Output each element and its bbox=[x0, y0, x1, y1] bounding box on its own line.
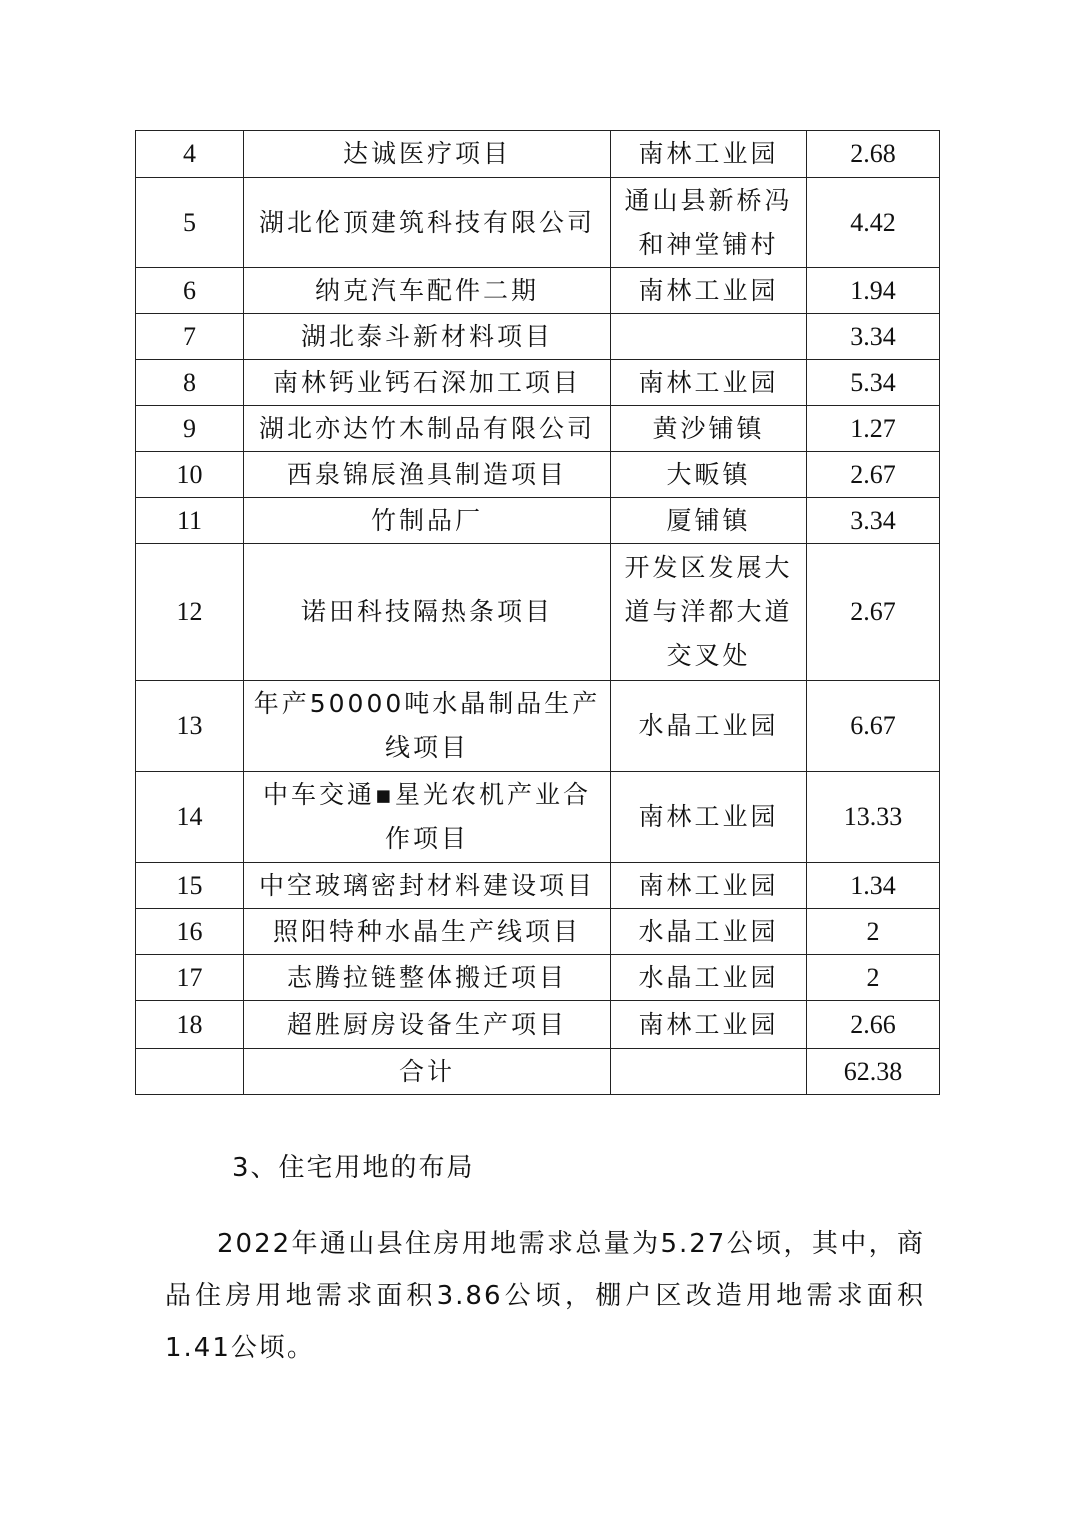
row-number: 4 bbox=[136, 131, 244, 178]
table-row bbox=[136, 955, 940, 1001]
table-row bbox=[136, 772, 940, 863]
table-row bbox=[136, 452, 940, 498]
row-number: 14 bbox=[136, 772, 244, 863]
project-name: 超胜厨房设备生产项目 bbox=[244, 1001, 611, 1049]
table-row bbox=[136, 909, 940, 955]
table-row bbox=[136, 178, 940, 268]
project-name: 中车交通▪星光农机产业合作项目 bbox=[244, 772, 611, 863]
project-location: 水晶工业园 bbox=[611, 681, 807, 772]
project-area: 2.67 bbox=[807, 452, 940, 498]
body-paragraph: 2022年通山县住房用地需求总量为5.27公顷，其中，商品住房用地需求面积3.86公顷，棚户区改造用地需求面积1.41公顷。 bbox=[165, 1229, 925, 1363]
project-area: 3.34 bbox=[807, 498, 940, 544]
project-name: 达诚医疗项目 bbox=[244, 131, 611, 178]
total-area: 62.38 bbox=[807, 1049, 940, 1095]
table-row bbox=[136, 406, 940, 452]
project-name: 年产50000吨水晶制品生产线项目 bbox=[244, 681, 611, 772]
project-name: 湖北泰斗新材料项目 bbox=[244, 314, 611, 360]
project-location: 南林工业园 bbox=[611, 131, 807, 178]
table-body bbox=[136, 131, 940, 1095]
total-label: 合计 bbox=[244, 1049, 611, 1095]
project-location: 大畈镇 bbox=[611, 452, 807, 498]
project-location: 南林工业园 bbox=[611, 360, 807, 406]
project-area: 2.67 bbox=[807, 544, 940, 681]
row-number: 16 bbox=[136, 909, 244, 955]
project-name: 照阳特种水晶生产线项目 bbox=[244, 909, 611, 955]
project-area: 2.66 bbox=[807, 1001, 940, 1049]
row-number: 5 bbox=[136, 178, 244, 268]
project-location: 水晶工业园 bbox=[611, 909, 807, 955]
project-name: 纳克汽车配件二期 bbox=[244, 268, 611, 314]
project-name: 南林钙业钙石深加工项目 bbox=[244, 360, 611, 406]
table-row bbox=[136, 544, 940, 681]
project-area: 13.33 bbox=[807, 772, 940, 863]
table-row bbox=[136, 314, 940, 360]
project-name: 湖北伦顶建筑科技有限公司 bbox=[244, 178, 611, 268]
project-name: 志腾拉链整体搬迁项目 bbox=[244, 955, 611, 1001]
project-location: 南林工业园 bbox=[611, 863, 807, 909]
project-name: 竹制品厂 bbox=[244, 498, 611, 544]
project-area: 1.27 bbox=[807, 406, 940, 452]
project-location: 通山县新桥冯和神堂铺村 bbox=[611, 178, 807, 268]
table-row bbox=[136, 1001, 940, 1049]
project-area: 2 bbox=[807, 909, 940, 955]
project-location: 黄沙铺镇 bbox=[611, 406, 807, 452]
project-location bbox=[611, 314, 807, 360]
table-row bbox=[136, 681, 940, 772]
total-location bbox=[611, 1049, 807, 1095]
section-heading: 3、住宅用地的布局 bbox=[232, 1153, 475, 1183]
table-row bbox=[136, 131, 940, 178]
row-number: 10 bbox=[136, 452, 244, 498]
total-number bbox=[136, 1049, 244, 1095]
project-area: 2 bbox=[807, 955, 940, 1001]
project-area: 5.34 bbox=[807, 360, 940, 406]
table-row bbox=[136, 360, 940, 406]
row-number: 11 bbox=[136, 498, 244, 544]
project-area: 2.68 bbox=[807, 131, 940, 178]
project-name: 诺田科技隔热条项目 bbox=[244, 544, 611, 681]
project-area: 1.94 bbox=[807, 268, 940, 314]
project-name: 西泉锦辰渔具制造项目 bbox=[244, 452, 611, 498]
row-number: 8 bbox=[136, 360, 244, 406]
project-name: 中空玻璃密封材料建设项目 bbox=[244, 863, 611, 909]
row-number: 13 bbox=[136, 681, 244, 772]
project-location: 水晶工业园 bbox=[611, 955, 807, 1001]
table-total-row bbox=[136, 1049, 940, 1095]
project-location: 开发区发展大道与洋都大道交叉处 bbox=[611, 544, 807, 681]
table-row bbox=[136, 268, 940, 314]
project-area: 1.34 bbox=[807, 863, 940, 909]
project-area: 6.67 bbox=[807, 681, 940, 772]
row-number: 17 bbox=[136, 955, 244, 1001]
project-location: 南林工业园 bbox=[611, 772, 807, 863]
row-number: 6 bbox=[136, 268, 244, 314]
project-location: 厦铺镇 bbox=[611, 498, 807, 544]
row-number: 7 bbox=[136, 314, 244, 360]
row-number: 12 bbox=[136, 544, 244, 681]
project-location: 南林工业园 bbox=[611, 1001, 807, 1049]
project-area: 4.42 bbox=[807, 178, 940, 268]
project-name: 湖北亦达竹木制品有限公司 bbox=[244, 406, 611, 452]
table-row bbox=[136, 863, 940, 909]
table-row bbox=[136, 498, 940, 544]
row-number: 15 bbox=[136, 863, 244, 909]
land-demand-table bbox=[135, 130, 940, 1095]
row-number: 9 bbox=[136, 406, 244, 452]
project-area: 3.34 bbox=[807, 314, 940, 360]
row-number: 18 bbox=[136, 1001, 244, 1049]
project-location: 南林工业园 bbox=[611, 268, 807, 314]
